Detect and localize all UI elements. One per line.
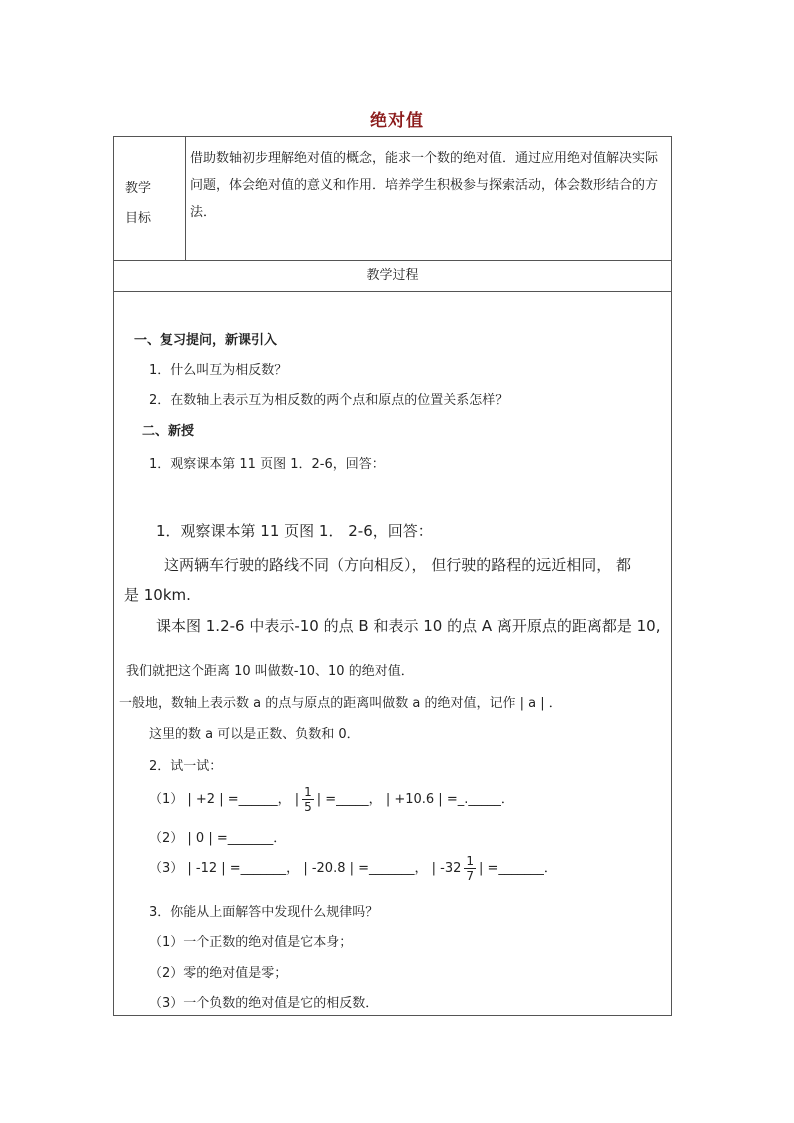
rule-question: 3．你能从上面解答中发现什么规律吗？	[149, 905, 379, 920]
try-item-3-part-a: （3） | -12 | =_______， | -20.8 | =_______， | -32	[149, 861, 462, 876]
goals-text: 借助数轴初步理解绝对值的概念，能求一个数的绝对值．通过应用绝对值解决实际问题，体会绝对值的意义和作用．培养学生积极参与探索活动，体会数形结合的方法．	[190, 151, 659, 220]
goals-row	[114, 137, 671, 261]
try-item-3-part-b: | =_______．	[479, 861, 557, 876]
paragraph-5: 这里的数 a 可以是正数、负数和 0．	[149, 727, 360, 742]
paragraph-3: 我们就把这个距离 10 叫做数-10、10 的绝对值．	[126, 664, 414, 679]
new-item-1-repeat: 1．观察课本第 11 页图 1． 2-6，回答：	[156, 522, 433, 540]
try-item-1	[149, 783, 514, 817]
try-heading: 2．试一试：	[149, 759, 223, 774]
rule-3: （3）一个负数的绝对值是它的相反数．	[149, 996, 379, 1011]
rule-1: （1）一个正数的绝对值是它本身；	[149, 935, 353, 950]
try-item-3	[149, 852, 557, 886]
goals-label-cell	[114, 137, 186, 260]
goals-label-line1: 教学	[125, 181, 152, 196]
section-review: 一、复习提问，新课引入	[134, 333, 278, 348]
paragraph-1: 这两辆车行驶的路线不同（方向相反）， 但行驶的路程的远近相同， 都	[164, 556, 632, 574]
new-item-1: 1．观察课本第 11 页图 1．2-6，回答：	[149, 457, 385, 472]
goals-label-line2: 目标	[125, 211, 152, 226]
fraction-one-seventh	[464, 854, 476, 883]
paragraph-1-cont: 是 10km.	[124, 586, 191, 604]
try-item-2: （2） | 0 | =_______．	[149, 831, 287, 846]
lesson-table	[113, 136, 672, 1016]
fraction-denominator: 5	[304, 800, 312, 814]
try-item-1-part-b: | =_____， | +10.6 | =_._____．	[316, 792, 514, 807]
paragraph-2: 课本图 1.2-6 中表示-10 的点 B 和表示 10 的点 A 离开原点的距离都是 10,	[156, 617, 661, 635]
process-header: 教学过程	[114, 260, 671, 292]
page-title: 绝对值	[370, 111, 424, 131]
question-2: 2．在数轴上表示互为相反数的两个点和原点的位置关系怎样？	[149, 393, 509, 408]
fraction-numerator: 1	[304, 785, 312, 799]
fraction-one-fifth	[302, 785, 314, 814]
fraction-denominator: 7	[466, 869, 475, 883]
fraction-numerator: 1	[466, 854, 475, 868]
rule-2: （2）零的绝对值是零；	[149, 966, 288, 981]
try-item-1-part-a: （1） | +2 | =______， |	[149, 792, 300, 807]
section-new: 二、新授	[142, 424, 195, 439]
paragraph-4: 一般地，数轴上表示数 a 的点与原点的距离叫做数 a 的绝对值，记作 | a | ．	[119, 696, 562, 711]
question-1: 1．什么叫互为相反数？	[149, 363, 288, 378]
